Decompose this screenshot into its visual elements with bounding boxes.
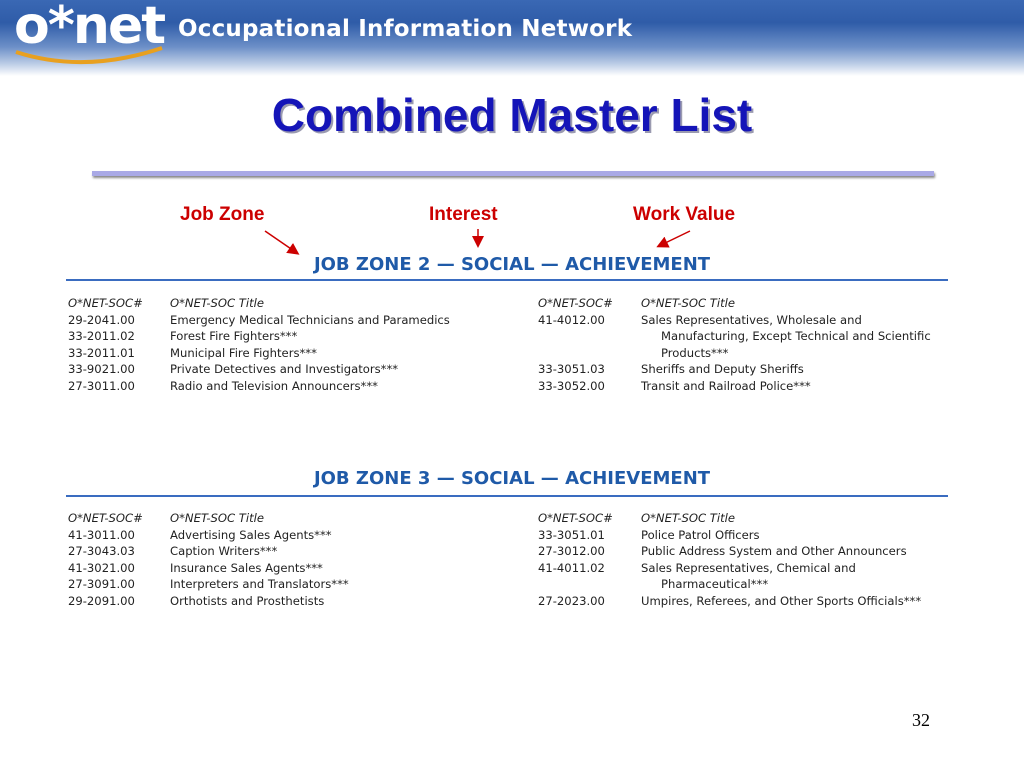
- table-header-row: [0, 296, 1024, 313]
- occupation-code: 41-4012.00: [538, 312, 605, 327]
- occupation-code: 29-2091.00: [68, 593, 135, 608]
- occupation-code: 41-3021.00: [68, 560, 135, 575]
- occupation-code: 33-2011.01: [68, 345, 135, 360]
- occupation-title: Caption Writers***: [170, 544, 278, 558]
- occupation-title: Interpreters and Translators***: [170, 577, 349, 591]
- occupation-title: Insurance Sales Agents***: [170, 560, 323, 575]
- occupation-title: Radio and Television Announcers***: [170, 378, 378, 393]
- table-row: [0, 346, 1024, 363]
- work-value-arrow-icon: [659, 231, 690, 246]
- work-value-label: Work Value: [633, 204, 736, 225]
- zone-2-divider: [66, 279, 948, 281]
- occupation-title: Umpires, Referees, and Other Sports Officials***: [641, 593, 922, 608]
- occupation-title-continued: Pharmaceutical***: [661, 577, 769, 591]
- occupation-code: 29-2041.00: [68, 312, 135, 327]
- occupation-code: 27-3091.00: [68, 577, 135, 591]
- logo-text: o*net: [14, 0, 165, 56]
- header-code: O*NET-SOC#: [538, 511, 613, 525]
- table-row: [0, 362, 1024, 379]
- job-zone-arrow-icon: [265, 231, 297, 253]
- occupation-code: 33-3051.03: [538, 362, 605, 376]
- header-code: O*NET-SOC#: [68, 296, 143, 310]
- occupation-title: Advertising Sales Agents***: [170, 527, 332, 542]
- occupation-title-continued: Products***: [661, 345, 729, 360]
- slide-title: Combined Master List: [271, 89, 753, 141]
- occupation-code: 27-3043.03: [68, 544, 135, 558]
- occupation-title: Forest Fire Fighters***: [170, 329, 298, 343]
- occupation-code: 33-3051.01: [538, 527, 605, 542]
- header-title: O*NET-SOC Title: [641, 511, 736, 525]
- occupation-code: 27-3012.00: [538, 544, 605, 558]
- table-row: [0, 528, 1024, 545]
- occupation-title: Public Address System and Other Announcers: [641, 544, 907, 558]
- table-header-row: [0, 511, 1024, 528]
- occupation-code: 33-2011.02: [68, 329, 135, 343]
- job-zone-label: Job Zone: [180, 204, 265, 225]
- occupation-code: 33-9021.00: [68, 362, 135, 376]
- header-code: O*NET-SOC#: [68, 511, 143, 525]
- table-row: [0, 561, 1024, 578]
- interest-label: Interest: [429, 204, 498, 225]
- table-row: [0, 329, 1024, 346]
- table-row: [0, 313, 1024, 330]
- occupation-code: 41-4011.02: [538, 560, 605, 575]
- table-row: [0, 544, 1024, 561]
- occupation-title: Sales Representatives, Wholesale and: [641, 312, 862, 327]
- header-title: O*NET-SOC Title: [641, 296, 736, 310]
- occupation-title: Transit and Railroad Police***: [641, 378, 811, 393]
- occupation-title: Municipal Fire Fighters***: [170, 345, 317, 360]
- occupation-code: 33-3052.00: [538, 378, 605, 393]
- table-row: [0, 379, 1024, 396]
- zone-3-divider: [66, 495, 948, 497]
- table-row: [0, 594, 1024, 611]
- occupation-code: 27-3011.00: [68, 378, 135, 393]
- table-row: [0, 577, 1024, 594]
- header-title: O*NET-SOC Title: [170, 511, 265, 525]
- header-code: O*NET-SOC#: [538, 296, 613, 310]
- occupation-title-continued: Manufacturing, Except Technical and Scientific: [661, 329, 931, 343]
- occupation-code: 41-3011.00: [68, 527, 135, 542]
- occupation-title: Sheriffs and Deputy Sheriffs: [641, 362, 804, 376]
- header-title: O*NET-SOC Title: [170, 296, 265, 310]
- occupation-code: 27-2023.00: [538, 593, 605, 608]
- occupation-title: Police Patrol Officers: [641, 527, 760, 542]
- network-title: Occupational Information Network: [178, 16, 633, 42]
- page-number: 32: [912, 710, 930, 730]
- occupation-title: Private Detectives and Investigators***: [170, 362, 399, 376]
- zone-3-title: JOB ZONE 3 — SOCIAL — ACHIEVEMENT: [313, 468, 711, 489]
- occupation-title: Orthotists and Prosthetists: [170, 593, 325, 608]
- occupation-title: Sales Representatives, Chemical and: [641, 560, 856, 575]
- zone-2-title: JOB ZONE 2 — SOCIAL — ACHIEVEMENT: [313, 254, 711, 275]
- occupation-title: Emergency Medical Technicians and Paramedics: [170, 312, 450, 327]
